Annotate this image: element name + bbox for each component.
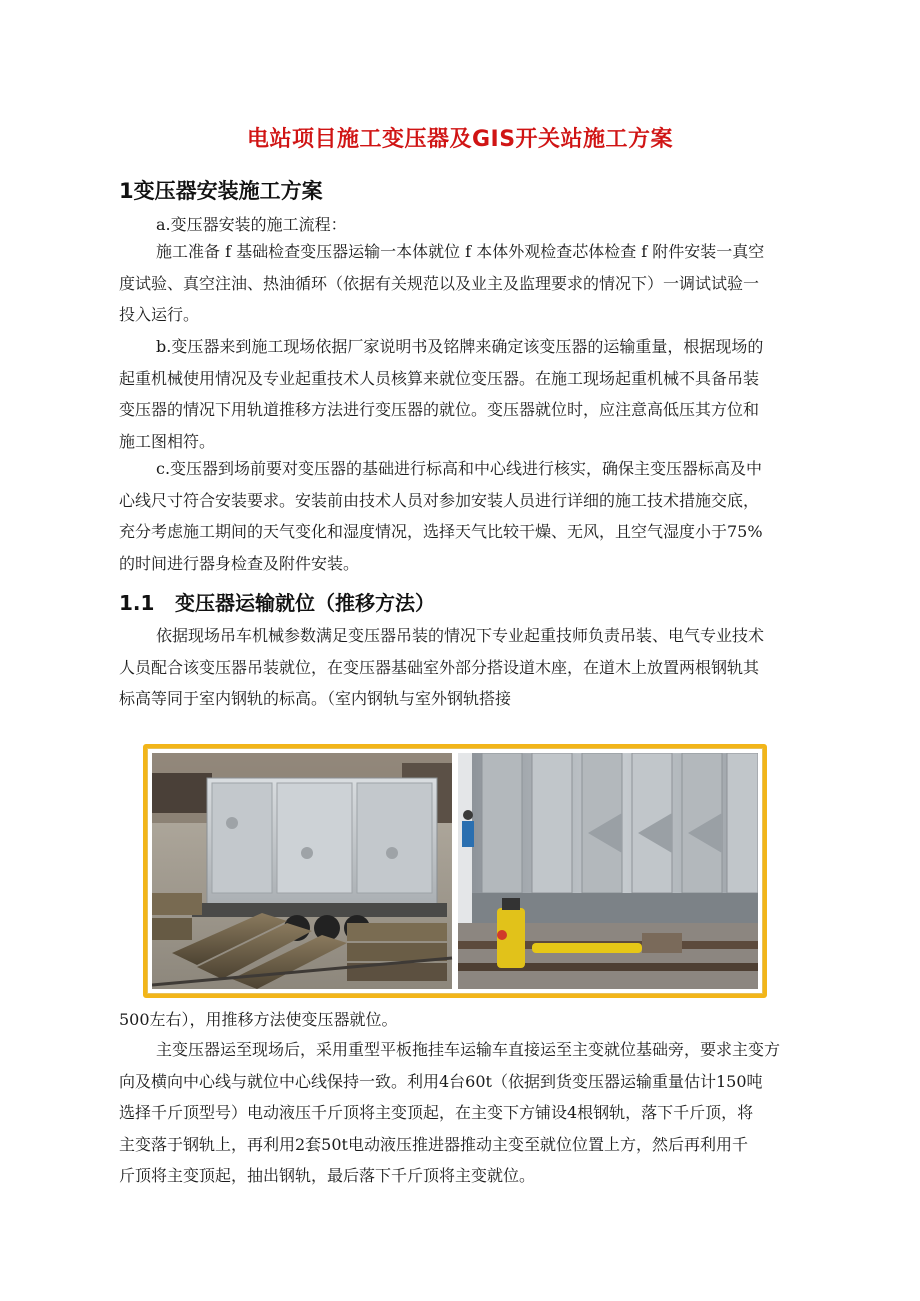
paragraph-line: 度试验、真空注油、热油循环（依据有关规范以及业主及监理要求的情况下）一调试试验一 — [119, 273, 760, 293]
document-title: 电站项目施工变压器及GIS开关站施工方案 — [246, 127, 674, 152]
paragraph-line: b.变压器来到施工现场依据厂家说明书及铭牌来确定该变压器的运输重量，根据现场的 — [156, 337, 764, 356]
paragraph-line: a.变压器安装的施工流程： — [156, 215, 347, 234]
paragraph-line: 人员配合该变压器吊装就位，在变压器基础室外部分搭设道木座，在道木上放置两根钢轨其 — [119, 657, 760, 677]
paragraph-line: 投入运行。 — [119, 305, 200, 324]
paragraph-line: 变压器的情况下用轨道推移方法进行变压器的就位。变压器就位时，应注意高低压其方位和 — [119, 400, 760, 419]
paragraph-line: 向及横向中心线与就位中心线保持一致。利用4台60t（依据到货变压器运输重量估计150吨 — [119, 1071, 763, 1091]
paragraph-line: 主变落于钢轨上，再利用2套50t电动液压推进器推动主变至就位位置上方，然后再利用千 — [119, 1134, 748, 1154]
paragraph-line: 500左右），用推移方法使变压器就位。 — [119, 1010, 398, 1029]
paragraph-f — [119, 1034, 804, 1192]
paragraph-line: c.变压器到场前要对变压器的基础进行标高和中心线进行核实，确保主变压器标高及中 — [156, 459, 763, 478]
paragraph-line: 起重机械使用情况及专业起重技术人员核算来就位变压器。在施工现场起重机械不具备吊装 — [119, 368, 760, 388]
paragraph-e — [119, 1004, 804, 1036]
paragraph-line: 充分考虑施工期间的天气变化和湿度情况，选择天气比较干燥、无风，且空气湿度小于75% — [119, 522, 763, 541]
transformer-photo-frame — [143, 744, 767, 998]
paragraph-line: 的时间进行器身检查及附件安装。 — [119, 553, 360, 573]
paragraph-line: 依据现场吊车机械参数满足变压器吊装的情况下专业起重技师负责吊装、电气专业技术 — [156, 626, 765, 645]
left-photo — [152, 753, 452, 989]
right-photo — [458, 753, 758, 989]
section-heading-1-1 — [119, 587, 435, 616]
paragraph-a — [119, 236, 804, 331]
paragraph-b — [119, 331, 804, 457]
paragraph-line: 施工准备 f 基础检查变压器运输一本体就位 f 本体外观检查芯体检查 f 附件安装一真空 — [156, 242, 765, 261]
transformer-photos — [152, 753, 758, 989]
section-number: 1.1 — [119, 591, 155, 615]
section-title: 变压器运输就位（推移方法） — [175, 591, 435, 615]
paragraph-line: 施工图相符。 — [119, 431, 216, 451]
paragraph-line: 标高等同于室内钢轨的标高。（室内钢轨与室外钢轨搭接 — [119, 689, 512, 708]
paragraph-d — [119, 620, 804, 715]
paragraph-c — [119, 453, 804, 579]
section-heading-1: 1变压器安装施工方案 — [119, 179, 323, 203]
paragraph-line: 心线尺寸符合安装要求。安装前由技术人员对参加安装人员进行详细的施工技术措施交底， — [119, 490, 760, 510]
paragraph-line: 斤顶将主变顶起，抽出钢轨，最后落下千斤顶将主变就位。 — [119, 1166, 536, 1185]
paragraph-line: 选择千斤顶型号）电动液压千斤顶将主变顶起，在主变下方铺设4根钢轨，落下千斤顶，将 — [119, 1103, 754, 1122]
paragraph-line: 主变压器运至现场后，采用重型平板拖挂车运输车直接运至主变就位基础旁，要求主变方 — [156, 1040, 781, 1059]
